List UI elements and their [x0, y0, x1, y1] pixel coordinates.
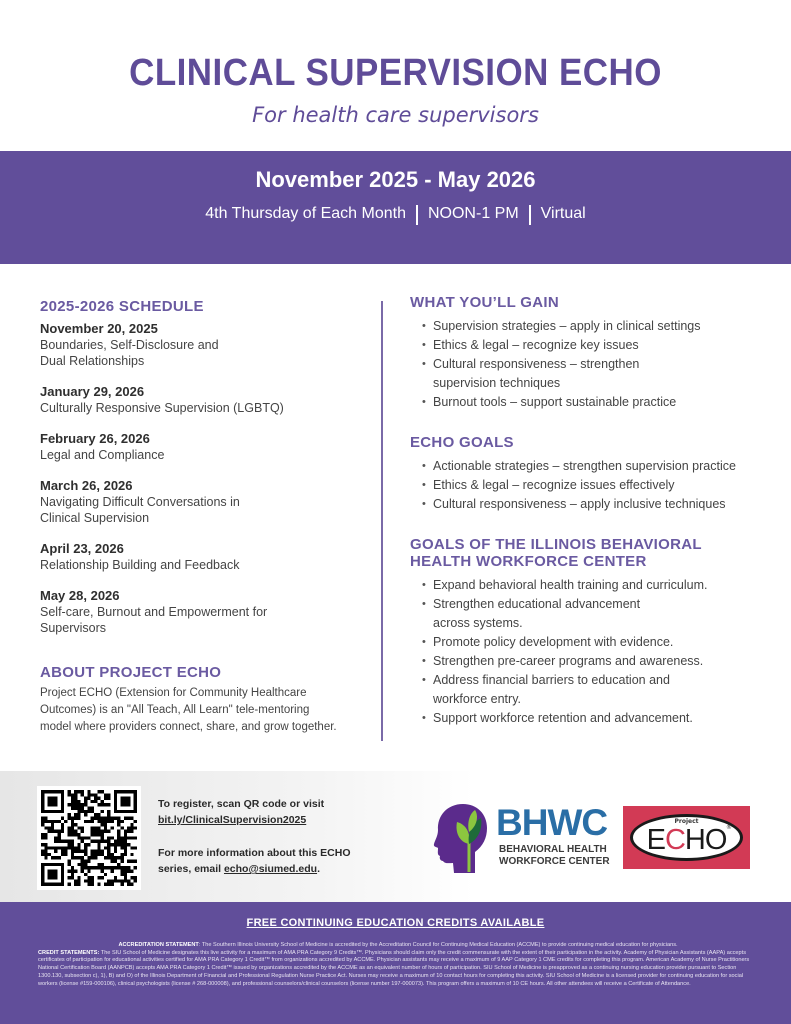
list-item-text: across systems.	[433, 616, 523, 630]
registration-link[interactable]: bit.ly/ClinicalSupervision2025	[158, 814, 307, 826]
page-title: CLINICAL SUPERVISION ECHO	[129, 52, 662, 94]
about-line: model where providers connect, share, and grow together.	[40, 721, 337, 733]
accreditation-text	[38, 942, 758, 988]
date-banner	[0, 151, 791, 264]
accreditation-label: ACCREDITATION STATEMENT	[118, 942, 199, 948]
echo-wordmark	[633, 824, 740, 857]
bhwc-sub-line: WORKFORCE CENTER	[499, 856, 610, 867]
heading-line: GOALS OF THE ILLINOIS BEHAVIORAL	[410, 536, 702, 553]
project-echo-logo	[623, 806, 750, 869]
schedule-list	[40, 321, 370, 636]
session-date: March 26, 2026	[40, 478, 133, 493]
echo-letter: E	[646, 824, 665, 856]
session-format: Virtual	[540, 205, 586, 222]
gain-heading: WHAT YOU’LL GAIN	[410, 294, 559, 311]
list-item	[410, 595, 780, 633]
info-text: series, email	[158, 863, 224, 875]
heading-line: HEALTH WORKFORCE CENTER	[410, 553, 647, 570]
about-line: Outcomes) is an "All Teach, All Learn" tele-mentoring	[40, 704, 310, 716]
list-item-text: • Ethics & legal – recognize key issues	[433, 338, 639, 352]
session-topic: Relationship Building and Feedback	[40, 558, 240, 572]
session-date: January 29, 2026	[40, 384, 145, 399]
echo-goals-heading: ECHO GOALS	[410, 434, 514, 451]
right-column	[410, 294, 780, 728]
period: .	[317, 863, 320, 875]
session-date: November 20, 2025	[40, 321, 158, 336]
list-item-text: • Supervision strategies – apply in clinical settings	[433, 319, 701, 333]
qr-code[interactable]	[37, 786, 141, 890]
session-topic: Supervisors	[40, 621, 106, 635]
separator	[416, 205, 418, 225]
list-item-text: supervision techniques	[433, 376, 561, 390]
echo-goals-list	[410, 457, 780, 514]
ibhwc-goals-heading	[410, 536, 780, 570]
list-item	[410, 495, 780, 514]
bhwc-subtitle	[499, 844, 610, 868]
accreditation-body: : The Southern Illinois University School of Medicine is accredited by the Accreditation Council for Continuing Medical Education (ACCME) to provide continuing medical education for physicians.	[198, 942, 678, 948]
about-heading: ABOUT PROJECT ECHO	[40, 664, 222, 681]
bhwc-sub-line: BEHAVIORAL HEALTH	[499, 844, 607, 855]
list-item	[410, 457, 780, 476]
left-column	[40, 298, 370, 736]
echo-oval	[630, 814, 743, 861]
list-item-text: • Ethics & legal – recognize issues effectively	[433, 478, 675, 492]
credit-label: CREDIT STATEMENTS:	[38, 949, 100, 956]
head-leaf-icon	[433, 802, 495, 874]
schedule-item	[40, 321, 370, 369]
ce-credits-heading: FREE CONTINUING EDUCATION CREDITS AVAILABLE	[246, 917, 545, 929]
ibhwc-goals-list	[410, 576, 780, 728]
session-topic: Culturally Responsive Supervision (LGBTQ)	[40, 401, 284, 415]
list-item-text: workforce entry.	[433, 692, 521, 706]
schedule-item	[40, 478, 370, 526]
session-topic: Legal and Compliance	[40, 448, 165, 462]
column-divider	[381, 301, 383, 741]
separator	[529, 205, 531, 225]
list-item-text: • Actionable strategies – strengthen supervision practice	[433, 459, 736, 473]
list-item	[410, 393, 780, 412]
about-text	[40, 685, 370, 736]
list-item-text: • Address financial barriers to education and	[433, 673, 670, 687]
list-item	[410, 476, 780, 495]
info-text: For more information about this ECHO	[158, 847, 351, 859]
session-frequency: 4th Thursday of Each Month	[205, 205, 406, 222]
email-link[interactable]: echo@siumed.edu	[223, 863, 318, 875]
bhwc-name: BHWC	[496, 802, 608, 843]
list-item-text: • Cultural responsiveness – strengthen	[433, 357, 640, 371]
session-details	[0, 205, 791, 225]
session-topic: Dual Relationships	[40, 354, 145, 368]
echo-letter: HO	[684, 824, 727, 856]
list-item	[410, 633, 780, 652]
qr-code-icon	[41, 790, 137, 886]
schedule-item	[40, 431, 370, 463]
register-instruction: To register, scan QR code or visit	[158, 798, 325, 810]
schedule-item	[40, 384, 370, 416]
echo-project-label: Project	[674, 818, 699, 825]
list-item	[410, 576, 780, 595]
list-item-text: • Strengthen pre-career programs and awareness.	[433, 654, 704, 668]
list-item-text: • Cultural responsiveness – apply inclusive techniques	[433, 497, 726, 511]
session-topic: Clinical Supervision	[40, 511, 150, 525]
session-date: April 23, 2026	[40, 541, 124, 556]
schedule-item	[40, 541, 370, 573]
session-time: NOON-1 PM	[427, 205, 519, 222]
list-item	[410, 652, 780, 671]
session-topic: Boundaries, Self-Disclosure and	[40, 338, 219, 352]
about-line: Project ECHO (Extension for Community Healthcare	[40, 687, 307, 699]
gain-list	[410, 317, 780, 412]
session-topic: Navigating Difficult Conversations in	[40, 495, 240, 509]
list-item-text: • Support workforce retention and advancement.	[433, 711, 693, 725]
list-item-text: • Strengthen educational advancement	[433, 597, 641, 611]
session-topic: Self-care, Burnout and Empowerment for	[40, 605, 268, 619]
list-item	[410, 355, 780, 393]
list-item	[410, 671, 780, 709]
registration-text	[158, 796, 358, 877]
credit-body: The SIU School of Medicine designates this live activity for a maximum of AMA PRA Category 9 Credits™. Physicians should claim only the credit commensurate with the extent of their participation in the activity. Academy of Physician Assistants (AAPA) accepts certificates of participation for educational activities certified for AMA PRA Category 1 Credit™ from organizations accredited by ACCME. Physician assistants may receive a maximum of 9 AAP Category 1 CME credits for completing this program. American Academy of Nurse Practitioners National Certification Board (AANPCB) accepts AMA PRA Category 1 Credit™ issued by organizations accredited by the ACCME as an equivalent number of hours of participation. SIU School of Medicine is preapproved as a continuing nursing education provider pursuant to Section 1300.130, subsection c), 1), B) and O) of the Illinois Department of Financial and Professional Regulation Nurse Practice Act. Nurses may receive a maximum of 10 contact hours for completing this activity. SIU School of Medicine is a licensed provider for continuing education for social workers (license #159-000106), clinical psychologists (license # 268-000008), and professional counselors/clinical counselors (license number 197-000073). This program offers a maximum of 10 CE hours. All other attendees will receive a Certificate of Attendance.	[38, 949, 750, 987]
page-subtitle: For health care supervisors	[252, 103, 539, 127]
list-item	[410, 336, 780, 355]
list-item	[410, 317, 780, 336]
schedule-item	[40, 588, 370, 636]
list-item-text: • Expand behavioral health training and curriculum.	[433, 578, 708, 592]
echo-letter: C	[664, 824, 685, 856]
ce-credits-footer	[0, 902, 791, 1024]
bhwc-logo	[433, 802, 613, 874]
session-date: February 26, 2026	[40, 431, 150, 446]
list-item	[410, 709, 780, 728]
list-item-text: • Promote policy development with evidence.	[433, 635, 674, 649]
registered-icon: ®	[726, 824, 732, 831]
date-range: November 2025 - May 2026	[255, 167, 536, 192]
session-date: May 28, 2026	[40, 588, 120, 603]
list-item-text: • Burnout tools – support sustainable practice	[433, 395, 677, 409]
schedule-heading: 2025-2026 SCHEDULE	[40, 298, 204, 315]
